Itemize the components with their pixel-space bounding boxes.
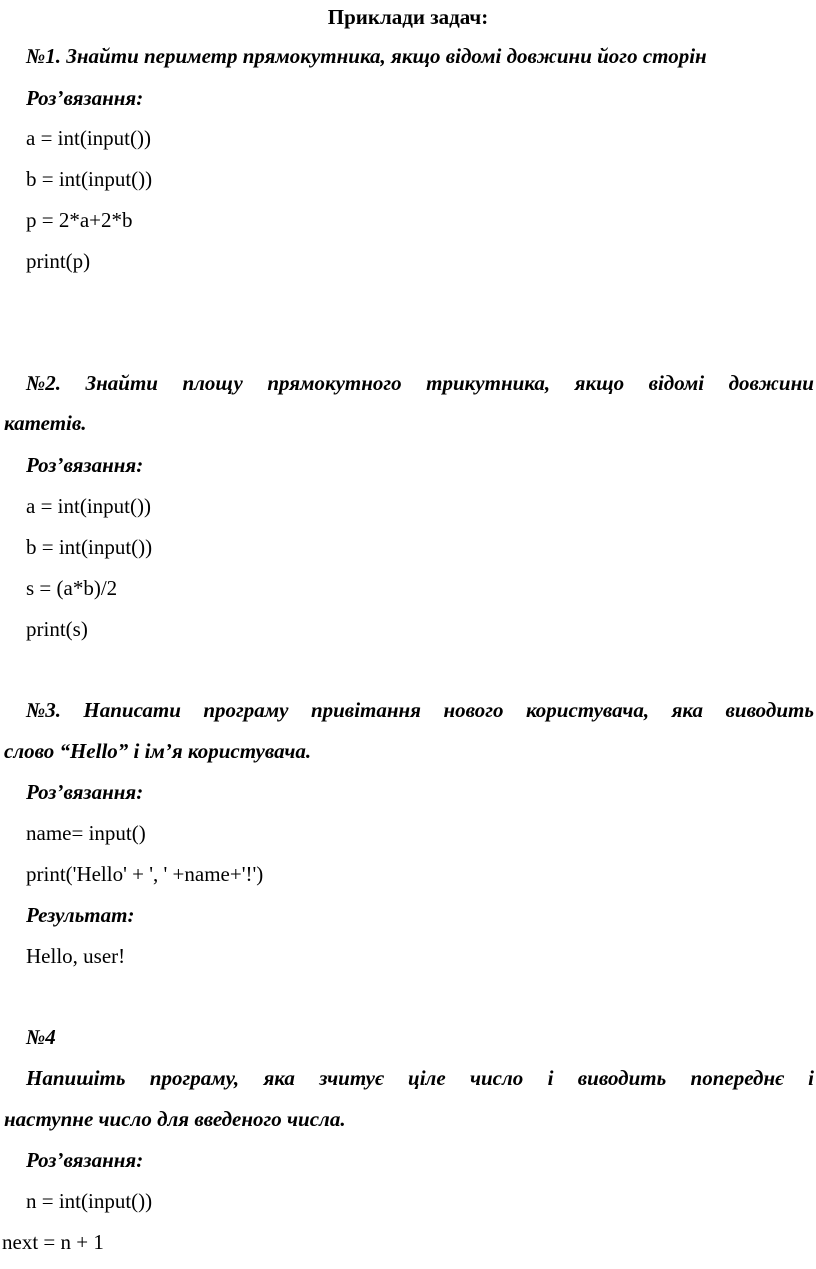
task3-heading-line1: №3. Написати програму привітання нового користувача, яка виводить bbox=[26, 698, 814, 722]
task4-code-line: next = n + 1 bbox=[2, 1230, 104, 1254]
task4-heading-line2: наступне число для введеного числа. bbox=[4, 1107, 346, 1131]
page-title: Приклади задач: bbox=[327, 5, 489, 29]
task2-code-line: b = int(input()) bbox=[26, 535, 153, 559]
task1-code-line: p = 2*a+2*b bbox=[26, 208, 133, 232]
task4-number: №4 bbox=[26, 1025, 56, 1049]
task3-result-value: Hello, user! bbox=[26, 944, 126, 968]
task1-solution-label: Роз’вязання: bbox=[26, 86, 144, 110]
task2-heading-line1: №2. Знайти площу прямокутного трикутника, якщо відомі довжини bbox=[26, 371, 814, 395]
task3-code-line: print('Hello' + ', ' +name+'!') bbox=[26, 862, 264, 886]
task2-code-line: print(s) bbox=[26, 617, 88, 641]
task3-result-label: Результат: bbox=[26, 903, 135, 927]
task3-solution-label: Роз’вязання: bbox=[26, 780, 144, 804]
task4-heading-line1: Напишіть програму, яка зчитує ціле число і виводить попереднє і bbox=[26, 1066, 814, 1090]
task1-code-line: print(p) bbox=[26, 249, 91, 273]
task4-solution-label: Роз’вязання: bbox=[26, 1148, 144, 1172]
task4-code-line: n = int(input()) bbox=[26, 1189, 153, 1213]
task1-code-line: a = int(input()) bbox=[26, 126, 151, 150]
task1-heading: №1. Знайти периметр прямокутника, якщо відомі довжини його сторін bbox=[26, 44, 707, 68]
task2-heading-line2: катетів. bbox=[4, 411, 87, 435]
task2-solution-label: Роз’вязання: bbox=[26, 453, 144, 477]
task1-code-line: b = int(input()) bbox=[26, 167, 153, 191]
task2-code-line: a = int(input()) bbox=[26, 494, 151, 518]
task3-heading-line2: слово “Hello” і ім’я користувача. bbox=[4, 739, 312, 763]
task3-code-line: name= input() bbox=[26, 821, 146, 845]
task2-code-line: s = (a*b)/2 bbox=[26, 576, 118, 600]
